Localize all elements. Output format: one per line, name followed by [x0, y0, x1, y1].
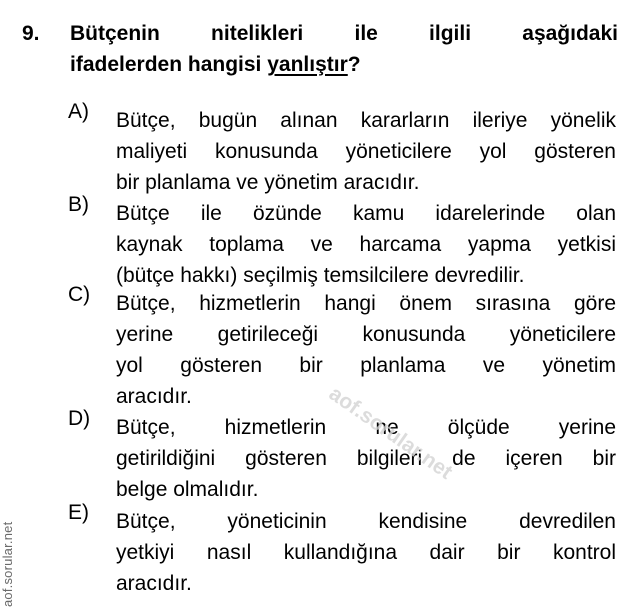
option-a-text	[116, 105, 616, 198]
question-block	[22, 18, 618, 80]
option-c-line-1: Bütçe, hizmetlerin hangi önem sırasına göre	[116, 292, 616, 315]
option-d-line-1: Bütçe, hizmetlerin ne ölçüde yerine	[116, 416, 616, 439]
option-c-line-4: aracıdır.	[116, 385, 192, 408]
diagonal-watermark: aof.sorular.net	[324, 382, 457, 484]
option-c-line-3: yol gösteren bir planlama ve yönetim	[116, 354, 616, 377]
option-c-text	[116, 288, 616, 412]
option-a-line-2: maliyeti konusunda yöneticilere yol gösteren	[116, 140, 616, 163]
question-line-1: Bütçenin nitelikleri ile ilgili aşağıdaki	[70, 22, 618, 45]
option-a-line-3: bir planlama ve yönetim aracıdır.	[116, 171, 420, 194]
option-b[interactable]	[68, 193, 616, 291]
side-watermark: aof.sorular.net	[0, 521, 15, 607]
question-number: 9.	[22, 22, 40, 45]
option-e-line-3: aracıdır.	[116, 572, 192, 595]
option-a-line-1: Bütçe, bugün alınan kararların ileriye yönelik	[116, 109, 616, 132]
option-d-line-2: getirildiğini gösteren bilgileri de içeren bir	[116, 447, 616, 470]
question-line-2	[70, 49, 618, 80]
option-c-line-2: yerine getirileceği konusunda yöneticilere	[116, 323, 616, 346]
option-b-line-2: kaynak toplama ve harcama yapma yetkisi	[116, 233, 616, 256]
option-e[interactable]	[68, 501, 616, 599]
option-e-line-1: Bütçe, yöneticinin kendisine devredilen	[116, 510, 616, 533]
question-emphasis: yanlıştır	[267, 53, 348, 76]
option-c-letter: C)	[68, 283, 91, 306]
option-a-letter: A)	[68, 100, 89, 123]
question-text	[70, 18, 618, 80]
option-d-line-3: belge olmalıdır.	[116, 478, 259, 501]
option-e-line-2: yetkiyi nasıl kullandığına dair bir kontrol	[116, 541, 616, 564]
question-line-2-suffix: ?	[347, 53, 361, 76]
option-b-letter: B)	[68, 193, 89, 216]
option-a[interactable]	[68, 100, 616, 198]
option-d-letter: D)	[68, 407, 91, 430]
option-d[interactable]	[68, 407, 616, 505]
question-line-2-prefix: ifadelerden hangisi	[70, 53, 268, 76]
option-b-line-3: (bütçe hakkı) seçilmiş temsilcilere devredilir.	[116, 264, 525, 287]
option-e-text	[116, 506, 616, 599]
option-e-letter: E)	[68, 501, 89, 524]
option-b-text	[116, 198, 616, 291]
option-b-line-1: Bütçe ile özünde kamu idarelerinde olan	[116, 202, 616, 225]
